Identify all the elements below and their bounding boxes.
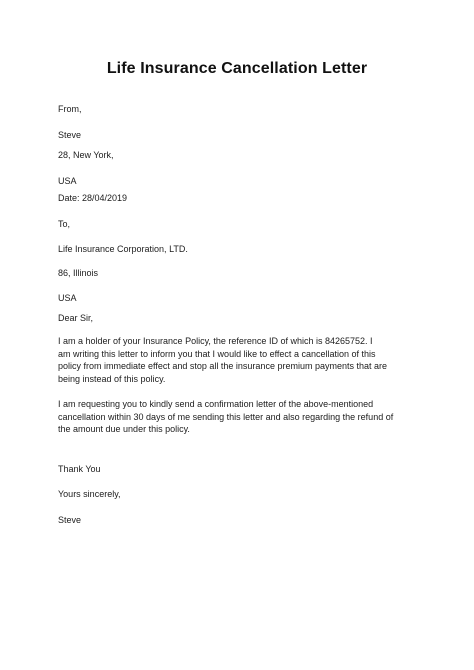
letter-title: Life Insurance Cancellation Letter — [106, 60, 368, 77]
letter-date: Date: 28/04/2019 — [58, 193, 128, 203]
body-paragraph-1 — [58, 335, 428, 385]
signature-name: Steve — [58, 515, 82, 525]
body-paragraph-2 — [58, 398, 428, 436]
recipient-country: USA — [58, 293, 77, 303]
recipient-address: 86, Illinois — [58, 268, 99, 278]
paragraph-line: being instead of this policy. — [58, 373, 166, 384]
to-label: To, — [58, 219, 71, 229]
closing-sincerely: Yours sincerely, — [58, 489, 121, 499]
recipient-name: Life Insurance Corporation, LTD. — [58, 244, 188, 254]
salutation: Dear Sir, — [58, 313, 94, 323]
paragraph-line: I am a holder of your Insurance Policy, the reference ID of which is 84265752. I — [58, 336, 373, 346]
from-label: From, — [58, 104, 82, 114]
sender-name: Steve — [58, 130, 82, 140]
paragraph-line: cancellation within 30 days of me sending this letter and also regarding the refund of — [58, 411, 394, 422]
paragraph-line: I am requesting you to kindly send a confirmation letter of the above-mentioned — [58, 399, 374, 409]
sender-address: 28, New York, — [58, 150, 114, 160]
paragraph-line: policy from immediate effect and stop all the insurance premium payments that are — [58, 361, 387, 372]
closing-thanks: Thank You — [58, 464, 101, 474]
sender-country: USA — [58, 176, 77, 186]
paragraph-line: the amount due under this policy. — [58, 424, 190, 435]
paragraph-line: am writing this letter to inform you that I would like to effect a cancellation of this — [58, 348, 376, 359]
